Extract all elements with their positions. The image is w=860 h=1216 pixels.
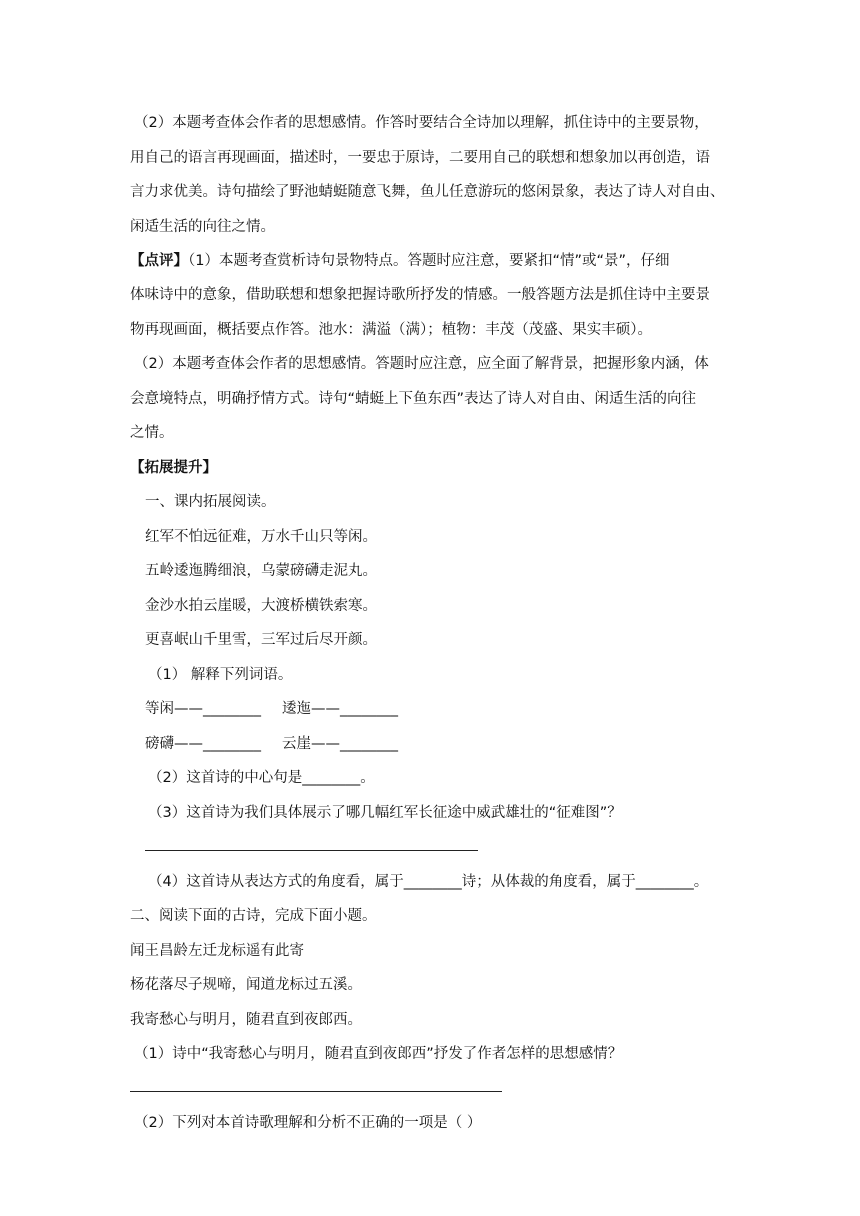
word-item-pangbo: 磅礴——________ [145,736,261,752]
word-item-yunya: 云崖——________ [282,736,398,752]
part2-poem-line-2: 我寄愁心与明月，随君直到夜郎西。 [130,1012,362,1028]
part1-poem-line-1: 红军不怕远征难，万水千山只等闲。 [145,529,377,545]
word-item-denxian: 等闲——________ [145,701,261,717]
comment-line-2: 体味诗中的意象，借助联想和想象把握诗歌所抒发的情感。一般答题方法是抓住诗中主要景 [130,287,710,303]
part2-poem-title: 闻王昌龄左迁龙标遥有此寄 [130,943,304,959]
comment-line-1 [130,251,670,271]
part1-question-4: （4）这首诗从表达方式的角度看，属于________诗；从体裁的角度看，属于________。 [148,874,709,890]
part1-poem-line-4: 更喜岷山千里雪，三军过后尽开颜。 [145,632,377,648]
word-item-yiyi: 逶迤——________ [282,701,398,717]
q2-answer-line-1: （2）本题考查体会作者的思想感情。作答时要结合全诗加以理解，抓住诗中的主要景物， [134,115,709,131]
part1-title: 一、课内拓展阅读。 [145,494,276,510]
comment-line-3: 物再现画面，概括要点作答。池水：满溢（满）；植物：丰茂（茂盛、果实丰硕）。 [130,322,652,338]
part1-question-2: （2）这首诗的中心句是________。 [148,770,375,786]
part1-poem-line-2: 五岭逶迤腾细浪，乌蒙磅礴走泥丸。 [145,563,377,579]
comment-line-6: 之情。 [130,425,174,441]
q2-answer-line-4: 闲适生活的向往之情。 [130,219,275,235]
part2-poem-line-1: 杨花落尽子规啼，闻道龙标过五溪。 [130,977,362,993]
extension-heading: 【拓展提升】 [130,460,217,476]
part1-poem-line-3: 金沙水拍云崖暖，大渡桥横铁索寒。 [145,598,377,614]
comment-text: （1）本题考查赏析诗句景物特点。答题时应注意，要紧扣“情”或“景”，仔细 [188,253,670,269]
part1-question-1: （1） 解释下列词语。 [148,667,293,683]
part1-question-3: （3）这首诗为我们具体展示了哪几幅红军长征途中威武雄壮的“征难图”？ [148,805,622,821]
comment-line-5: 会意境特点，明确抒情方式。诗句“蜻蜓上下鱼东西”表达了诗人对自由、闲适生活的向往 [130,391,697,407]
part2-question-1: （1）诗中“我寄愁心与明月，随君直到夜郎西”抒发了作者怎样的思想感情？ [134,1046,623,1062]
part2-question-2: （2）下列对本首诗歌理解和分析不正确的一项是（ ） [134,1115,482,1131]
q2-answer-line-2: 用自己的语言再现画面，描述时，一要忠于原诗，二要用自己的联想和想象加以再创造，语 [130,150,710,166]
answer-line-q3 [145,850,478,851]
comment-line-4: （2）本题考查体会作者的思想感情。答题时应注意，应全面了解背景，把握形象内涵，体 [134,356,709,372]
q2-answer-line-3: 言力求优美。诗句描绘了野池蜻蜓随意飞舞，鱼儿任意游玩的悠闲景象，表达了诗人对自由、 [130,184,725,200]
answer-line-part2-q1 [130,1091,502,1092]
part2-title: 二、阅读下面的古诗，完成下面小题。 [130,908,377,924]
comment-label: 【点评】 [130,253,188,269]
